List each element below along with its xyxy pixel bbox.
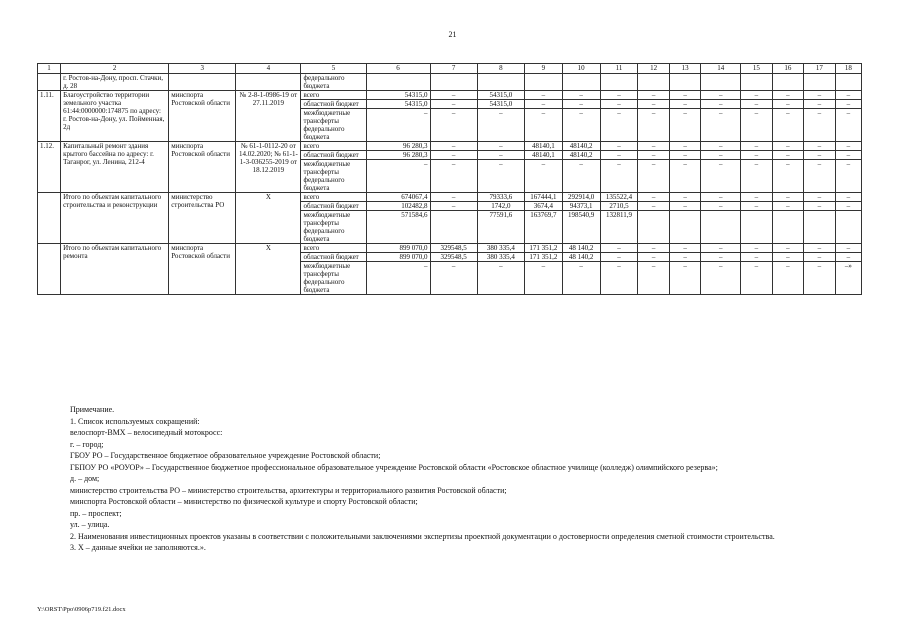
table-cell bbox=[38, 193, 61, 244]
table-cell: – bbox=[562, 109, 600, 142]
table-cell: – bbox=[525, 262, 563, 295]
table-cell: всего bbox=[301, 244, 366, 253]
table-cell: – bbox=[638, 193, 669, 202]
table-cell: – bbox=[600, 253, 638, 262]
table-cell: Х bbox=[236, 244, 301, 295]
table-cell: – bbox=[772, 151, 803, 160]
table-cell: 163769,7 bbox=[525, 211, 563, 244]
budget-table bbox=[37, 63, 862, 295]
table-cell: – bbox=[804, 193, 835, 202]
table-cell bbox=[562, 74, 600, 91]
table-cell: – bbox=[772, 160, 803, 193]
table-cell: – bbox=[477, 160, 524, 193]
table-cell: – bbox=[366, 262, 430, 295]
table-cell: 329548,5 bbox=[430, 244, 477, 253]
table-cell: – bbox=[804, 142, 835, 151]
table-cell: 48140,2 bbox=[562, 142, 600, 151]
note-line: Примечание. bbox=[70, 405, 115, 414]
table-cell: – bbox=[600, 142, 638, 151]
table-cell: – bbox=[835, 244, 861, 253]
table-cell: – bbox=[701, 151, 741, 160]
table-cell: 48 140,2 bbox=[562, 244, 600, 253]
page-number: 21 bbox=[448, 30, 457, 39]
table-cell: областной бюджет bbox=[301, 151, 366, 160]
table-cell: – bbox=[835, 142, 861, 151]
table-cell: 54315,0 bbox=[366, 91, 430, 100]
table-cell bbox=[669, 211, 700, 244]
table-cell: – bbox=[804, 244, 835, 253]
table-cell: – bbox=[638, 253, 669, 262]
table-cell: – bbox=[477, 142, 524, 151]
table-cell: – bbox=[701, 202, 741, 211]
table-cell bbox=[600, 74, 638, 91]
table-cell: 15 bbox=[741, 64, 772, 74]
table-cell: 96 280,3 bbox=[366, 142, 430, 151]
table-cell: 77591,6 bbox=[477, 211, 524, 244]
table-cell: 18 bbox=[835, 64, 861, 74]
table-cell: 198540,9 bbox=[562, 211, 600, 244]
note-line: 2. Наименования инвестиционных проектов указаны в соответствии с положительными заключениями экспертизы проектной документации о достоверности определения сметной стоимости строительства. bbox=[70, 531, 775, 541]
table-cell bbox=[38, 244, 61, 295]
table-cell bbox=[169, 74, 236, 91]
table-cell: – bbox=[701, 91, 741, 100]
table-cell: – bbox=[638, 202, 669, 211]
table-cell: минспорта Ростовской области bbox=[169, 91, 236, 142]
table-cell: – bbox=[430, 202, 477, 211]
table-row bbox=[38, 91, 862, 100]
note-line: ГБПОУ РО «РОУОР» – Государственное бюджетное профессиональное образовательное учреждение Ростовской области «Ростовское областное училище (колледж) олимпийского резерва»; bbox=[70, 462, 718, 472]
table-cell: – bbox=[701, 142, 741, 151]
table-cell: – bbox=[669, 100, 700, 109]
table-cell: – bbox=[772, 193, 803, 202]
table-cell: 135522,4 bbox=[600, 193, 638, 202]
table-cell: 48140,1 bbox=[525, 151, 563, 160]
table-cell: 899 070,0 bbox=[366, 253, 430, 262]
table-cell: межбюджетные трансферты федерального бюджета bbox=[301, 211, 366, 244]
table-cell: – bbox=[525, 91, 563, 100]
table-cell: – bbox=[741, 151, 772, 160]
note-line: г. – город; bbox=[70, 439, 104, 449]
table-cell: Благоустройство территории земельного участка 61:44:0000000:174875 по адресу: г. Ростов-на-Дону, ул. Пойменная, 2д bbox=[61, 91, 169, 142]
table-cell bbox=[772, 211, 803, 244]
table-cell: – bbox=[669, 253, 700, 262]
table-cell: 102482,8 bbox=[366, 202, 430, 211]
table-cell: – bbox=[366, 160, 430, 193]
table-cell: – bbox=[562, 262, 600, 295]
table-cell: – bbox=[701, 253, 741, 262]
table-cell: областной бюджет bbox=[301, 100, 366, 109]
table-cell bbox=[701, 74, 741, 91]
table-cell: – bbox=[366, 109, 430, 142]
table-cell bbox=[236, 74, 301, 91]
table-cell: 4 bbox=[236, 64, 301, 74]
table-cell bbox=[38, 74, 61, 91]
table-cell: Итого по объектам капитального ремонта bbox=[61, 244, 169, 295]
table-cell: – bbox=[669, 193, 700, 202]
table-cell: – bbox=[741, 253, 772, 262]
note-line: ГБОУ РО – Государственное бюджетное образовательное учреждение Ростовской области; bbox=[70, 451, 381, 460]
table-cell: – bbox=[804, 253, 835, 262]
table-cell: 11 bbox=[600, 64, 638, 74]
note-line: 3. Х – данные ячейки не заполняются.». bbox=[70, 543, 206, 552]
table-cell: – bbox=[772, 244, 803, 253]
table-cell: – bbox=[600, 160, 638, 193]
table-cell: – bbox=[772, 142, 803, 151]
table-cell: 380 335,4 bbox=[477, 253, 524, 262]
table-cell: – bbox=[701, 193, 741, 202]
note-line: минспорта Ростовской области – министерство по физической культуре и спорту Ростовской области; bbox=[70, 497, 418, 506]
table-cell: – bbox=[772, 100, 803, 109]
table-cell: –» bbox=[835, 262, 861, 295]
table-cell: – bbox=[600, 244, 638, 253]
table-cell: – bbox=[638, 91, 669, 100]
table-cell: – bbox=[638, 151, 669, 160]
table-cell: – bbox=[562, 100, 600, 109]
table-cell: – bbox=[600, 262, 638, 295]
table-cell: – bbox=[835, 91, 861, 100]
table-cell: областной бюджет bbox=[301, 202, 366, 211]
table-cell: 7 bbox=[430, 64, 477, 74]
table-cell: – bbox=[772, 262, 803, 295]
table-cell: 16 bbox=[772, 64, 803, 74]
table-cell: – bbox=[772, 253, 803, 262]
table-cell: – bbox=[562, 91, 600, 100]
table-cell: – bbox=[525, 100, 563, 109]
table-cell: – bbox=[772, 109, 803, 142]
table-row bbox=[38, 74, 862, 91]
table-cell: № 61-1-0112-20 от 14.02.2020; № 61-1-1-3-036255-2019 от 18.12.2019 bbox=[236, 142, 301, 193]
table-cell: – bbox=[835, 151, 861, 160]
table-cell: межбюджетные трансферты федерального бюджета bbox=[301, 160, 366, 193]
table-cell bbox=[741, 74, 772, 91]
note-line: 1. Список используемых сокращений: bbox=[70, 416, 200, 426]
header-row bbox=[38, 64, 862, 74]
table-cell: – bbox=[430, 91, 477, 100]
table-cell bbox=[525, 74, 563, 91]
table-row bbox=[38, 244, 862, 253]
table-row bbox=[38, 193, 862, 202]
table-cell: 12 bbox=[638, 64, 669, 74]
table-cell: – bbox=[835, 193, 861, 202]
note-line: д. – дом; bbox=[70, 474, 100, 483]
table-cell bbox=[772, 74, 803, 91]
table-cell: 9 bbox=[525, 64, 563, 74]
table-cell bbox=[638, 74, 669, 91]
table-cell: – bbox=[669, 91, 700, 100]
table-cell: – bbox=[835, 100, 861, 109]
table-cell: 96 280,3 bbox=[366, 151, 430, 160]
table-cell: – bbox=[741, 202, 772, 211]
table-cell: 292914,0 bbox=[562, 193, 600, 202]
table-cell: – bbox=[430, 193, 477, 202]
table-cell: 2 bbox=[61, 64, 169, 74]
table-cell: – bbox=[772, 91, 803, 100]
table-cell: – bbox=[669, 244, 700, 253]
notes-section bbox=[70, 404, 863, 554]
table-cell: 1742,0 bbox=[477, 202, 524, 211]
table-cell: – bbox=[701, 262, 741, 295]
table-cell: 1.11. bbox=[38, 91, 61, 142]
table-cell: – bbox=[804, 262, 835, 295]
table-cell: – bbox=[835, 253, 861, 262]
note-line: велоспорт-ВМХ – велосипедный мотокросс: bbox=[70, 428, 223, 437]
table-cell: 48140,1 bbox=[525, 142, 563, 151]
table-cell: № 2-8-1-0986-19 от 27.11.2019 bbox=[236, 91, 301, 142]
table-cell: – bbox=[741, 142, 772, 151]
table-cell bbox=[477, 74, 524, 91]
table-cell: 14 bbox=[701, 64, 741, 74]
table-cell: – bbox=[669, 109, 700, 142]
table-cell: – bbox=[804, 202, 835, 211]
table-cell: – bbox=[701, 109, 741, 142]
table-cell bbox=[638, 211, 669, 244]
table-cell: – bbox=[741, 100, 772, 109]
table-cell bbox=[835, 211, 861, 244]
table-cell: 3674,4 bbox=[525, 202, 563, 211]
table-cell: 94373,1 bbox=[562, 202, 600, 211]
table-cell: – bbox=[669, 151, 700, 160]
table-cell: – bbox=[430, 262, 477, 295]
table-cell: – bbox=[741, 160, 772, 193]
table-cell: всего bbox=[301, 91, 366, 100]
table-cell: – bbox=[562, 160, 600, 193]
table-cell: – bbox=[772, 202, 803, 211]
table-cell: – bbox=[701, 160, 741, 193]
table-cell: – bbox=[741, 109, 772, 142]
table-cell: – bbox=[669, 202, 700, 211]
table-cell: – bbox=[741, 244, 772, 253]
table-cell: межбюджетные трансферты федерального бюджета bbox=[301, 109, 366, 142]
table-cell: – bbox=[638, 262, 669, 295]
table-cell: 54315,0 bbox=[477, 100, 524, 109]
table-cell: – bbox=[430, 100, 477, 109]
table-cell: 674067,4 bbox=[366, 193, 430, 202]
table-cell: 17 bbox=[804, 64, 835, 74]
table-cell: 79333,6 bbox=[477, 193, 524, 202]
table-cell bbox=[669, 74, 700, 91]
table-cell: 329548,5 bbox=[430, 253, 477, 262]
table-cell: – bbox=[804, 151, 835, 160]
table-cell: 5 bbox=[301, 64, 366, 74]
table-cell: Капитальный ремонт здания крытого бассейна по адресу: г. Таганрог, ул. Ленина, 212-4 bbox=[61, 142, 169, 193]
table-cell: 3 bbox=[169, 64, 236, 74]
table-cell: 171 351,2 bbox=[525, 253, 563, 262]
table-cell: – bbox=[804, 160, 835, 193]
table-cell: всего bbox=[301, 142, 366, 151]
table-cell: – bbox=[525, 109, 563, 142]
table-cell: – bbox=[638, 109, 669, 142]
table-cell: 132811,9 bbox=[600, 211, 638, 244]
table-cell: – bbox=[638, 244, 669, 253]
table-cell: министерство строительства РО bbox=[169, 193, 236, 244]
table-cell: областной бюджет bbox=[301, 253, 366, 262]
table-cell: 54315,0 bbox=[477, 91, 524, 100]
table-cell: – bbox=[835, 160, 861, 193]
file-path-footer: Y:\ORST\Ppo\0906p719.f21.docx bbox=[37, 606, 126, 613]
table-cell: 1.12. bbox=[38, 142, 61, 193]
table-cell: – bbox=[804, 91, 835, 100]
table-cell: межбюджетные трансферты федерального бюджета bbox=[301, 262, 366, 295]
table-cell: 8 bbox=[477, 64, 524, 74]
table-cell: – bbox=[525, 160, 563, 193]
table-cell: – bbox=[835, 202, 861, 211]
table-cell: 380 335,4 bbox=[477, 244, 524, 253]
table-cell: – bbox=[669, 262, 700, 295]
table-cell: – bbox=[741, 91, 772, 100]
table-cell: 6 bbox=[366, 64, 430, 74]
table-cell: – bbox=[430, 151, 477, 160]
table-cell: 48 140,2 bbox=[562, 253, 600, 262]
table-cell: – bbox=[430, 109, 477, 142]
table-cell: всего bbox=[301, 193, 366, 202]
table-cell: – bbox=[701, 244, 741, 253]
table-cell: 48140,2 bbox=[562, 151, 600, 160]
table-cell bbox=[701, 211, 741, 244]
table-cell: – bbox=[804, 100, 835, 109]
table-row bbox=[38, 142, 862, 151]
table-cell: федерального бюджета bbox=[301, 74, 366, 91]
table-cell: 571584,6 bbox=[366, 211, 430, 244]
table-cell: – bbox=[477, 109, 524, 142]
table-cell: 171 351,2 bbox=[525, 244, 563, 253]
table-cell: – bbox=[638, 160, 669, 193]
table-cell: – bbox=[701, 100, 741, 109]
table-cell: 10 bbox=[562, 64, 600, 74]
table-cell: 13 bbox=[669, 64, 700, 74]
table-cell bbox=[804, 211, 835, 244]
table-cell: г. Ростов-на-Дону, просп. Стачки, д. 28 bbox=[61, 74, 169, 91]
table-cell: – bbox=[741, 262, 772, 295]
table-cell: – bbox=[669, 142, 700, 151]
table-cell bbox=[366, 74, 430, 91]
table-cell: – bbox=[804, 109, 835, 142]
note-line: министерство строительства РО – министерство строительства, архитектуры и территориального развития Ростовской области; bbox=[70, 485, 507, 495]
table-cell: – bbox=[638, 100, 669, 109]
table-cell: 1 bbox=[38, 64, 61, 74]
table-cell: – bbox=[477, 151, 524, 160]
table-cell: минспорта Ростовской области bbox=[169, 142, 236, 193]
table-cell: 899 070,0 bbox=[366, 244, 430, 253]
table-cell bbox=[835, 74, 861, 91]
table-cell: – bbox=[600, 100, 638, 109]
table-cell: – bbox=[430, 142, 477, 151]
table-cell: Х bbox=[236, 193, 301, 244]
table-cell: – bbox=[600, 109, 638, 142]
table-cell: – bbox=[600, 151, 638, 160]
table-cell: – bbox=[600, 91, 638, 100]
table-cell: 2710,5 bbox=[600, 202, 638, 211]
table-cell: – bbox=[477, 262, 524, 295]
note-line: ул. – улица. bbox=[70, 520, 110, 529]
table-cell: – bbox=[835, 109, 861, 142]
table-cell: минспорта Ростовской области bbox=[169, 244, 236, 295]
table-cell bbox=[741, 211, 772, 244]
table-cell: – bbox=[430, 160, 477, 193]
table-cell bbox=[430, 74, 477, 91]
note-line: пр. – проспект; bbox=[70, 508, 122, 518]
table-cell: 167444,1 bbox=[525, 193, 563, 202]
table-cell: – bbox=[741, 193, 772, 202]
table-cell: – bbox=[669, 160, 700, 193]
table-cell: 54315,0 bbox=[366, 100, 430, 109]
table-cell: – bbox=[638, 142, 669, 151]
table-cell bbox=[804, 74, 835, 91]
table-cell: Итого по объектам капитального строительства и реконструкции bbox=[61, 193, 169, 244]
table-cell bbox=[430, 211, 477, 244]
